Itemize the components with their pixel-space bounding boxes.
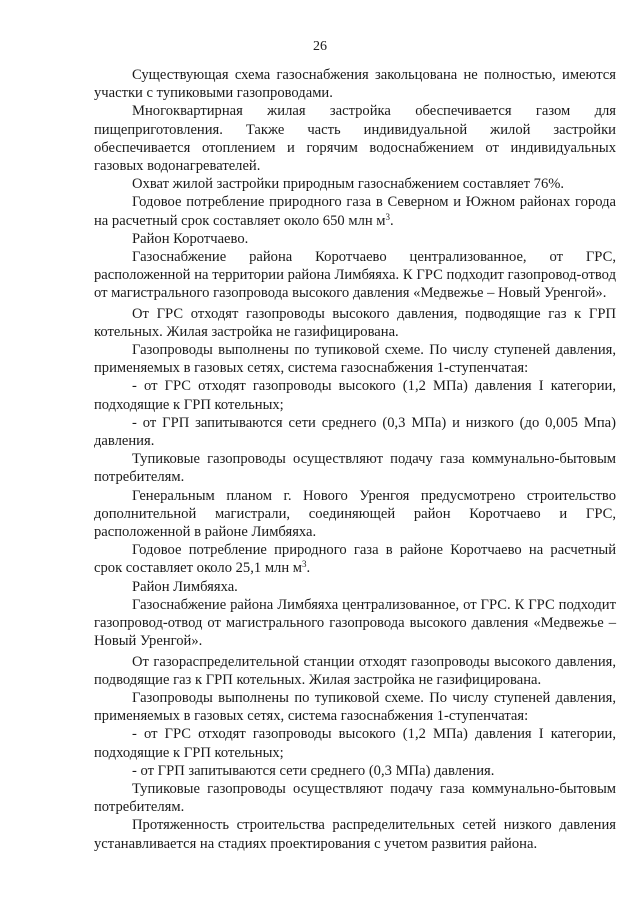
paragraph [94,689,616,725]
paragraph-text: Тупиковые газопроводы осуществляют подачу газа коммунально-бытовым потребителям. [94,780,616,816]
paragraph-text: - от ГРП запитываются сети среднего (0,3 МПа) и низкого (до 0,005 Мпа) давления. [94,414,616,450]
paragraph [94,102,616,175]
paragraph [94,175,616,193]
paragraph-text: Газопроводы выполнены по тупиковой схеме. По числу ступеней давления, применяемых в газовых сетях, система газоснабжения 1-ступенчатая: [94,342,616,377]
paragraph [94,450,616,486]
paragraph [94,230,616,248]
paragraph-text: Газоснабжение района Лимбяяха централизованное, от ГРС. К ГРС подходит газопровод-отвод от магистрального газопровода высокого давления «Медвежье – Новый Уренгой». [94,596,616,650]
paragraph-text: Годовое потребление природного газа в Северном и Южном районах города на расчетный срок составляет около 650 млн м [94,194,616,229]
document-body [94,66,616,853]
superscript: 3 [302,559,307,570]
paragraph [94,816,616,852]
paragraph-tail: . [390,212,394,229]
paragraph-text: Существующая схема газоснабжения закольцована не полностью, имеются участки с тупиковыми газопроводами. [94,67,616,102]
paragraph-text: Газоснабжение района Коротчаево централизованное, от ГРС, расположенной на территории района Лимбяяха. К ГРС подходит газопровод-отвод от магистрального газопровода высокого давления «Медвежье – Новый Уренгой». [94,249,616,302]
paragraph [94,193,616,229]
paragraph-text: Охват жилой застройки природным газоснабжением составляет 76%. [132,176,565,193]
paragraph-text: Протяженность строительства распределительных сетей низкого давления устанавливается на стадиях проектирования с учетом развития района. [94,817,616,852]
paragraph [94,414,616,450]
paragraph-text: От газораспределительной станции отходят газопроводы высокого давления, подводящие газ к ГРП котельных. Жилая застройка не газифицирована. [94,653,616,688]
paragraph-text: - от ГРС отходят газопроводы высокого (1,2 МПа) давления I категории, подходящие к ГРП котельных; [94,378,616,413]
paragraph-text: Район Лимбяяха. [132,578,238,595]
paragraph [94,596,616,651]
paragraph-text: От ГРС отходят газопроводы высокого давления, подводящие газ к ГРП котельных. Жилая застройка не газифицирована. [94,305,616,340]
page-number: 26 [313,39,327,54]
paragraph [94,725,616,761]
paragraph [94,377,616,413]
paragraph [94,780,616,816]
paragraph [94,305,616,341]
paragraph [94,578,616,596]
paragraph-text: Генеральным планом г. Нового Уренгоя предусмотрено строительство дополнительной магистрали, соединяющей район Коротчаево и ГРС, расположенной в районе Лимбяяха. [94,487,616,541]
paragraph [94,653,616,689]
paragraph-text: Район Коротчаево. [132,230,249,247]
paragraph-text: - от ГРС отходят газопроводы высокого (1,2 МПа) давления I категории, подходящие к ГРП котельных; [94,726,616,761]
paragraph [94,541,616,577]
paragraph [94,487,616,542]
paragraph [94,66,616,102]
superscript: 3 [385,211,391,222]
paragraph-text: Газопроводы выполнены по тупиковой схеме. По числу ступеней давления, применяемых в газовых сетях, система газоснабжения 1-ступенчатая: [94,689,616,725]
paragraph [94,762,616,780]
paragraph-text: Многоквартирная жилая застройка обеспечивается газом для пищеприготовления. Также часть индивидуальной жилой застройки обеспечивается отоплением и горячим водоснабжением от индивидуальных газовых водонагревателей. [94,103,616,175]
paragraph-text: - от ГРП запитываются сети среднего (0,3 МПа) давления. [132,762,495,779]
paragraph-tail: . [306,560,311,577]
paragraph-text: Годовое потребление природного газа в районе Коротчаево на расчетный срок составляет около 25,1 млн м [94,542,616,577]
paragraph [94,341,616,377]
paragraph [94,248,616,303]
paragraph-text: Тупиковые газопроводы осуществляют подачу газа коммунально-бытовым потребителям. [94,451,616,486]
